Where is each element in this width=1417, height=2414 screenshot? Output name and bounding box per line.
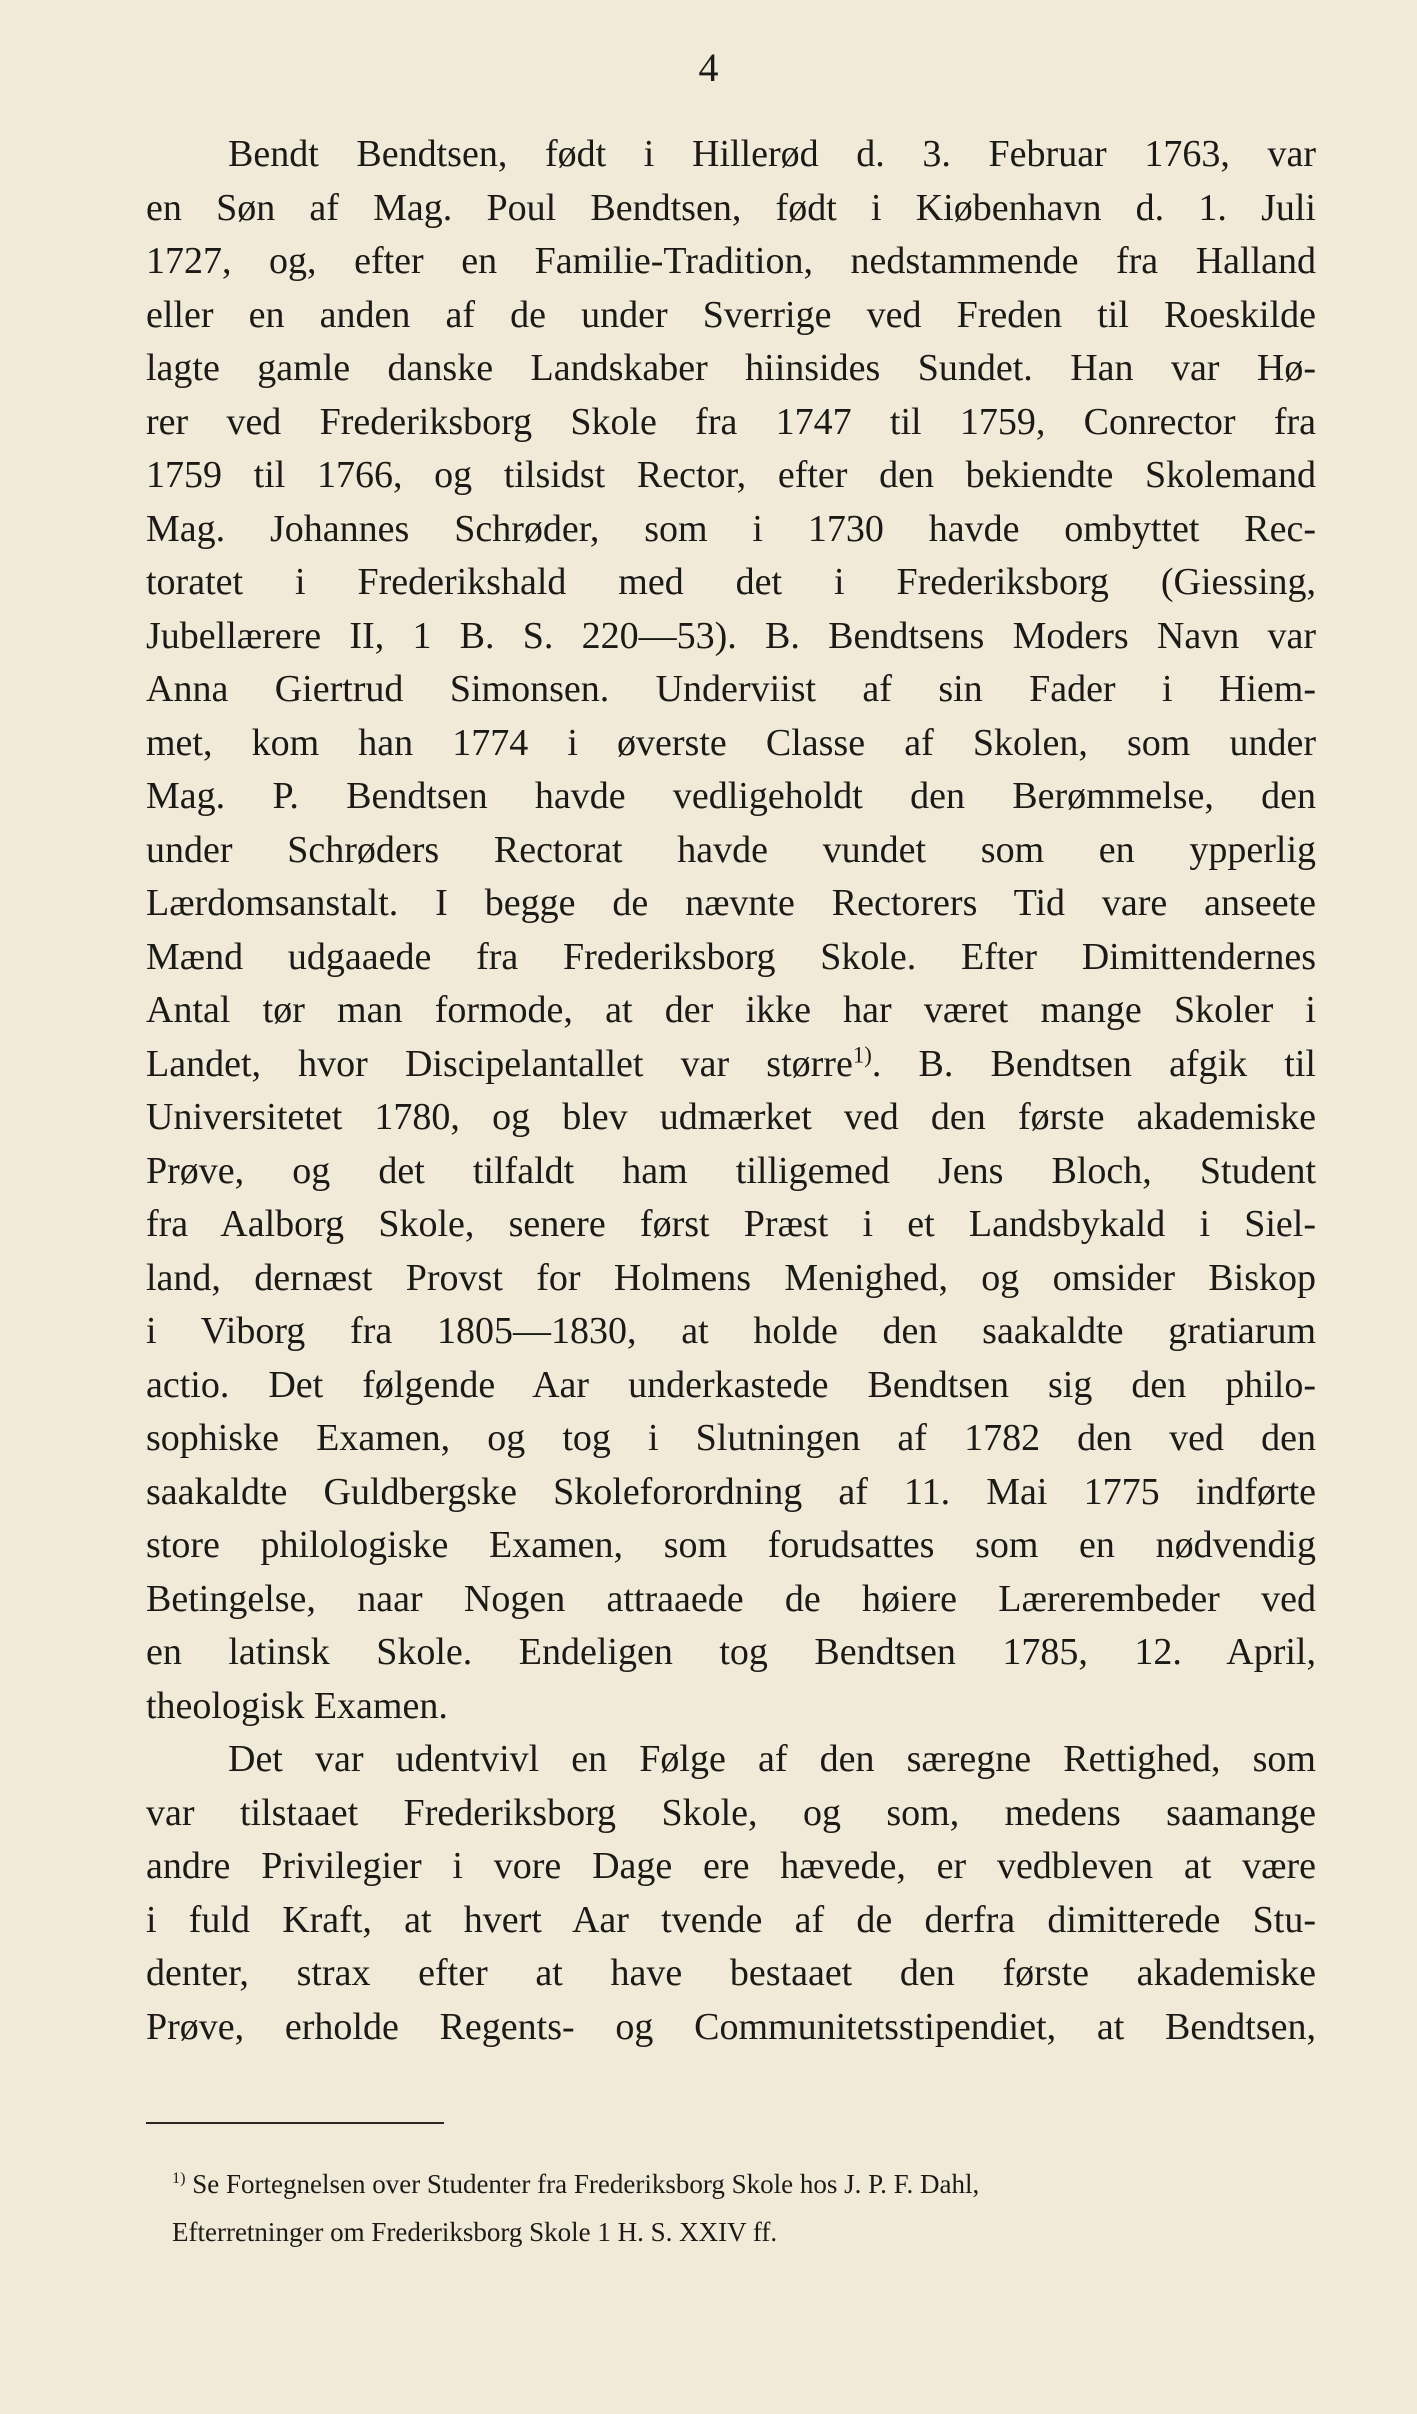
paragraph-2 <box>146 1733 1316 2054</box>
text-line: Mænd udgaaede fra Frederiksborg Skole. Efter Dimittendernes <box>146 935 1316 978</box>
text-line: 1759 til 1766, og tilsidst Rector, efter den bekiendte Skolemand <box>146 454 1316 496</box>
text-line: Mag. Johannes Schrøder, som i 1730 havde ombyttet Rec- <box>146 507 1316 550</box>
text-line-with-footnote-ref <box>146 1038 1316 1092</box>
text-line: Universitetet 1780, og blev udmærket ved den første akademiske <box>146 1096 1316 1138</box>
text-line: rer ved Frederiksborg Skole fra 1747 til 1759, Conrector fra <box>146 400 1316 443</box>
text-line: eller en anden af de under Sverrige ved Freden til Roeskilde <box>146 293 1316 336</box>
text-line: i fuld Kraft, at hvert Aar tvende af de derfra dimitterede Stu- <box>146 1898 1316 1941</box>
footnote-line: Efterretninger om Frederiksborg Skole 1 H. S. XXIV ff. <box>172 2217 778 2247</box>
text-line: andre Privilegier i vore Dage ere hævede, er vedbleven at være <box>146 1845 1316 1887</box>
text-segment: . B. Bendtsen afgik til <box>871 1042 1316 1085</box>
footnote-reference: 1) <box>852 1041 872 1067</box>
body-text <box>146 128 1316 2054</box>
text-line: Lærdomsanstalt. I begge de nævnte Rectorers Tid vare anseete <box>146 882 1316 924</box>
text-line: Antal tør man formode, at der ikke har været mange Skoler i <box>146 989 1316 1031</box>
page-number: 4 <box>698 45 719 90</box>
text-line: Anna Giertrud Simonsen. Underviist af sin Fader i Hiem- <box>146 668 1316 710</box>
text-segment: Landet, hvor Discipelantallet var større <box>146 1042 853 1085</box>
text-line: under Schrøders Rectorat havde vundet som en ypperlig <box>146 828 1316 871</box>
text-line: met, kom han 1774 i øverste Classe af Skolen, som under <box>146 721 1316 764</box>
text-line: sophiske Examen, og tog i Slutningen af 1782 den ved den <box>146 1417 1316 1459</box>
text-line: land, dernæst Provst for Holmens Menighed, og omsider Biskop <box>146 1256 1316 1299</box>
footnote <box>172 2160 1316 2256</box>
text-line: Prøve, og det tilfaldt ham tilligemed Jens Bloch, Student <box>146 1149 1316 1192</box>
text-line: 1727, og, efter en Familie-Tradition, nedstammende fra Halland <box>146 240 1316 282</box>
text-line: var tilstaaet Frederiksborg Skole, og som, medens saamange <box>146 1791 1316 1834</box>
text-line: i Viborg fra 1805—1830, at holde den saakaldte gratiarum <box>146 1310 1316 1352</box>
footnote-divider <box>146 2122 444 2124</box>
footnote-line <box>172 2160 1316 2208</box>
text-line: store philologiske Examen, som forudsattes som en nødvendig <box>146 1524 1316 1566</box>
footnote-marker: 1) <box>172 2169 186 2187</box>
text-line: saakaldte Guldbergske Skoleforordning af 11. Mai 1775 indførte <box>146 1470 1316 1513</box>
footnote-text: Se Fortegnelsen over Studenter fra Frederiksborg Skole hos J. P. F. Dahl, <box>192 2169 980 2199</box>
text-line: Jubellærere II, 1 B. S. 220—53). B. Bendtsens Moders Navn var <box>146 614 1316 657</box>
paragraph-1 <box>146 128 1316 1733</box>
text-line: denter, strax efter at have bestaaet den første akademiske <box>146 1952 1316 1994</box>
text-line: theologisk Examen. <box>146 1684 448 1727</box>
text-line: Prøve, erholde Regents- og Communitetsstipendiet, at Bendtsen, <box>146 2005 1316 2048</box>
text-line: toratet i Frederikshald med det i Frederiksborg (Giessing, <box>146 561 1316 603</box>
text-line: fra Aalborg Skole, senere først Præst i et Landsbykald i Siel- <box>146 1203 1316 1245</box>
text-line: en latinsk Skole. Endeligen tog Bendtsen 1785, 12. April, <box>146 1631 1316 1673</box>
text-line: Betingelse, naar Nogen attraaede de høiere Lærerembeder ved <box>146 1577 1316 1620</box>
text-line: actio. Det følgende Aar underkastede Bendtsen sig den philo- <box>146 1363 1316 1406</box>
text-line: Bendt Bendtsen, født i Hillerød d. 3. Februar 1763, var <box>228 133 1316 175</box>
text-line: lagte gamle danske Landskaber hiinsides Sundet. Han var Hø- <box>146 347 1316 389</box>
text-line: en Søn af Mag. Poul Bendtsen, født i Kiøbenhavn d. 1. Juli <box>146 186 1316 229</box>
text-line: Mag. P. Bendtsen havde vedligeholdt den Berømmelse, den <box>146 775 1316 817</box>
text-line: Det var udentvivl en Følge af den særegne Rettighed, som <box>228 1738 1316 1780</box>
